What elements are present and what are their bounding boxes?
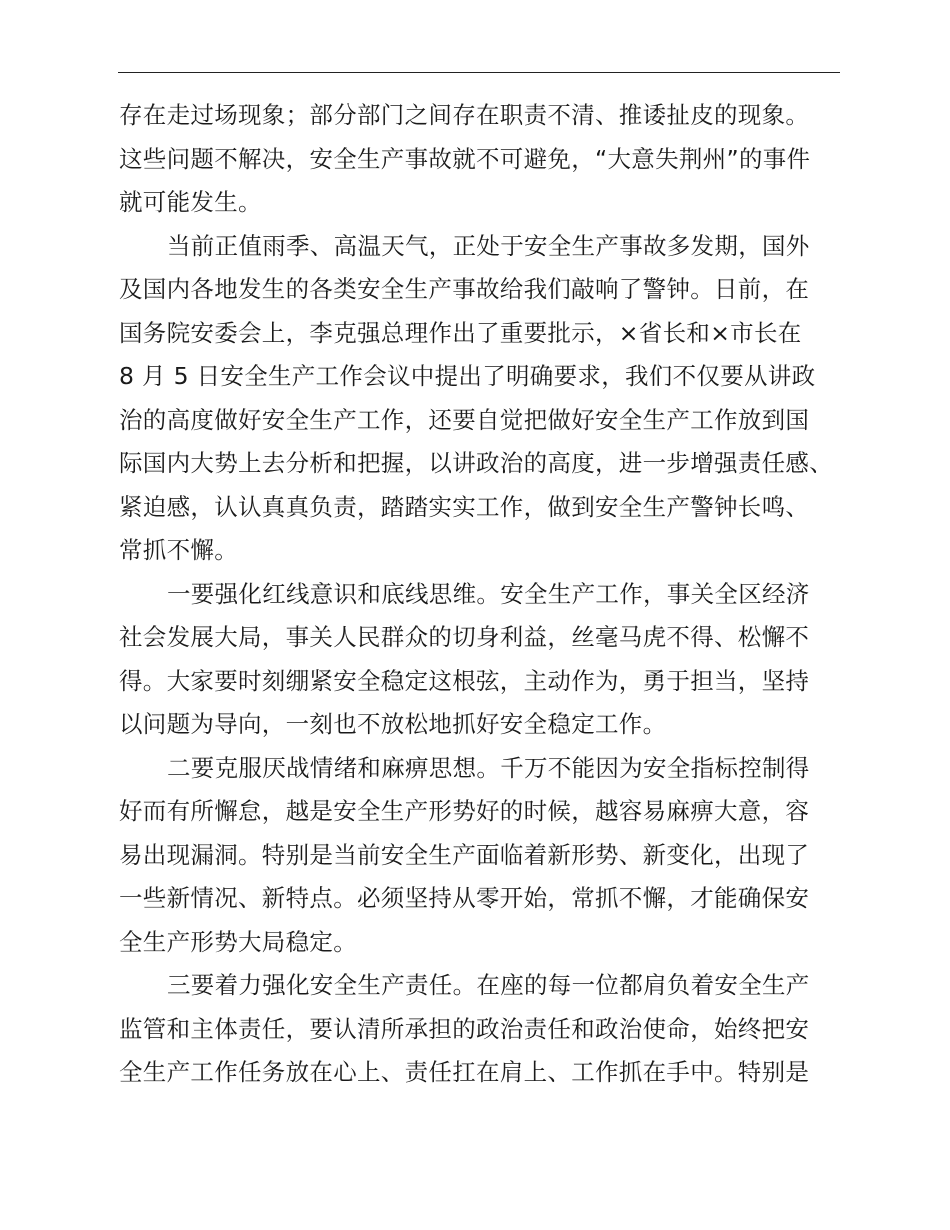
text-line: 全生产工作任务放在心上、责任扛在肩上、工作抓在手中。特别是 bbox=[119, 1058, 810, 1086]
document-body bbox=[119, 94, 843, 1095]
text-line: 全生产形势大局稳定。 bbox=[119, 927, 357, 956]
text-line: 二要克服厌战情绪和麻痹思想。千万不能因为安全指标控制得 bbox=[167, 753, 810, 782]
text-line: 治的高度做好安全生产工作，还要自觉把做好安全生产工作放到国 bbox=[119, 405, 810, 434]
text-line: 社会发展大局，事关人民群众的切身利益，丝毫马虎不得、松懈不 bbox=[119, 623, 810, 651]
text-line: 当前正值雨季、高温天气，正处于安全生产事故多发期，国外 bbox=[167, 231, 810, 260]
text-line: 这些问题不解决，安全生产事故就不可避免，“大意失荆州”的事件 bbox=[119, 144, 811, 173]
text-line: 一要强化红线意识和底线思维。安全生产工作，事关全区经济 bbox=[167, 579, 810, 608]
header-rule bbox=[118, 72, 840, 73]
text-line: 三要着力强化安全生产责任。在座的每一位都肩负着安全生产 bbox=[167, 971, 810, 999]
text-line: 紧迫感，认认真真负责，踏踏实实工作，做到安全生产警钟长鸣、 bbox=[119, 492, 810, 521]
text-line: 就可能发生。 bbox=[119, 188, 262, 216]
text-line: 际国内大势上去分析和把握，以讲政治的高度，进一步增强责任感、 bbox=[119, 449, 833, 477]
text-line: 国务院安委会上，李克强总理作出了重要批示，×省长和×市长在 bbox=[119, 318, 802, 347]
text-line: 存在走过场现象；部分部门之间存在职责不清、推诿扯皮的现象。 bbox=[119, 101, 810, 129]
text-line: 及国内各地发生的各类安全生产事故给我们敲响了警钟。日前，在 bbox=[119, 275, 810, 303]
text-line: 好而有所懈怠，越是安全生产形势好的时候，越容易麻痹大意，容 bbox=[119, 797, 810, 825]
text-line: 监管和主体责任，要认清所承担的政治责任和政治使命，始终把安 bbox=[119, 1014, 810, 1043]
text-line: 以问题为导向，一刻也不放松地抓好安全稳定工作。 bbox=[119, 710, 667, 738]
text-line: 一些新情况、新特点。必须坚持从零开始，常抓不懈，才能确保安 bbox=[119, 884, 810, 912]
text-line: 常抓不懈。 bbox=[119, 536, 238, 564]
text-line: 易出现漏洞。特别是当前安全生产面临着新形势、新变化，出现了 bbox=[119, 840, 810, 869]
text-line: 8 月 5 日安全生产工作会议中提出了明确要求，我们不仅要从讲政 bbox=[119, 362, 816, 390]
text-line: 得。大家要时刻绷紧安全稳定这根弦，主动作为，勇于担当，坚持 bbox=[119, 666, 810, 695]
